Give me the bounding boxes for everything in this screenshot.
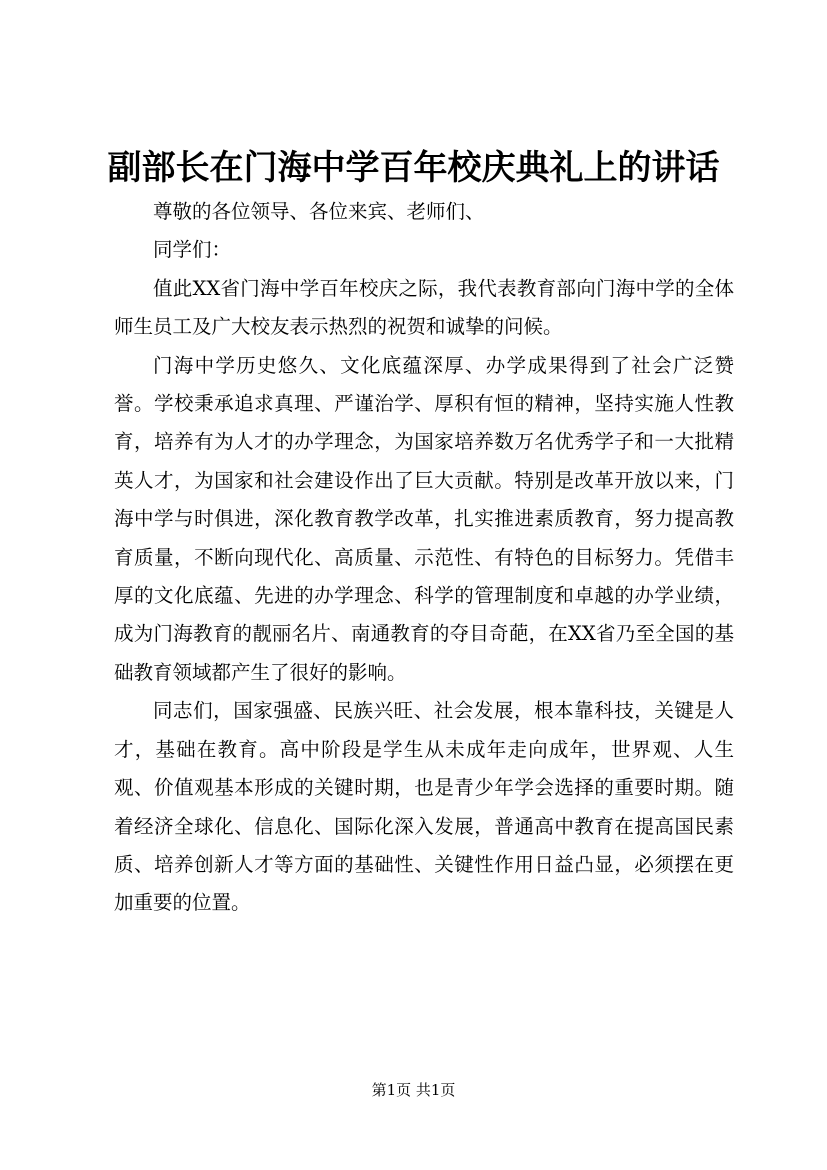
paragraph-history: 门海中学历史悠久、文化底蕴深厚、办学成果得到了社会广泛赞誉。学校秉承追求真理、严谨治学、厚积有恒的精神，坚持实施人性教育，培养有为人才的办学理念，为国家培养数万名优秀学子和一大批精英人才，为国家和社会建设作出了巨大贡献。特别是改革开放以来，门海中学与时俱进，深化教育教学改革，扎实推进素质教育，努力提高教育质量，不断向现代化、高质量、示范性、有特色的目标努力。凭借丰厚的文化底蕴、先进的办学理念、科学的管理制度和卓越的办学业绩，成为门海教育的靓丽名片、南通教育的夺目奇葩，在XX省乃至全国的基础教育领域都产生了很好的影响。 <box>114 353 734 684</box>
paragraph-greeting: 值此XX省门海中学百年校庆之际，我代表教育部向门海中学的全体师生员工及广大校友表示热烈的祝贺和诚挚的问候。 <box>114 276 734 339</box>
paragraph-education: 同志们，国家强盛、民族兴旺、社会发展，根本靠科技，关键是人才，基础在教育。高中阶段是学生从未成年走向成年，世界观、人生观、价值观基本形成的关键时期，也是青少年学会选择的重要时期。随着经济全球化、信息化、国际化深入发展，普通高中教育在提高国民素质、培养创新人才等方面的基础性、关键性作用日益凸显，必须摆在更加重要的位置。 <box>114 699 734 915</box>
salutation-line-2: 同学们： <box>153 238 232 262</box>
salutation-line-1: 尊敬的各位领导、各位来宾、老师们、 <box>153 200 485 223</box>
page-number-footer: 第1页 共1页 <box>371 1081 456 1099</box>
document-title: 副部长在门海中学百年校庆典礼上的讲话 <box>107 148 720 188</box>
document-body <box>114 193 734 923</box>
